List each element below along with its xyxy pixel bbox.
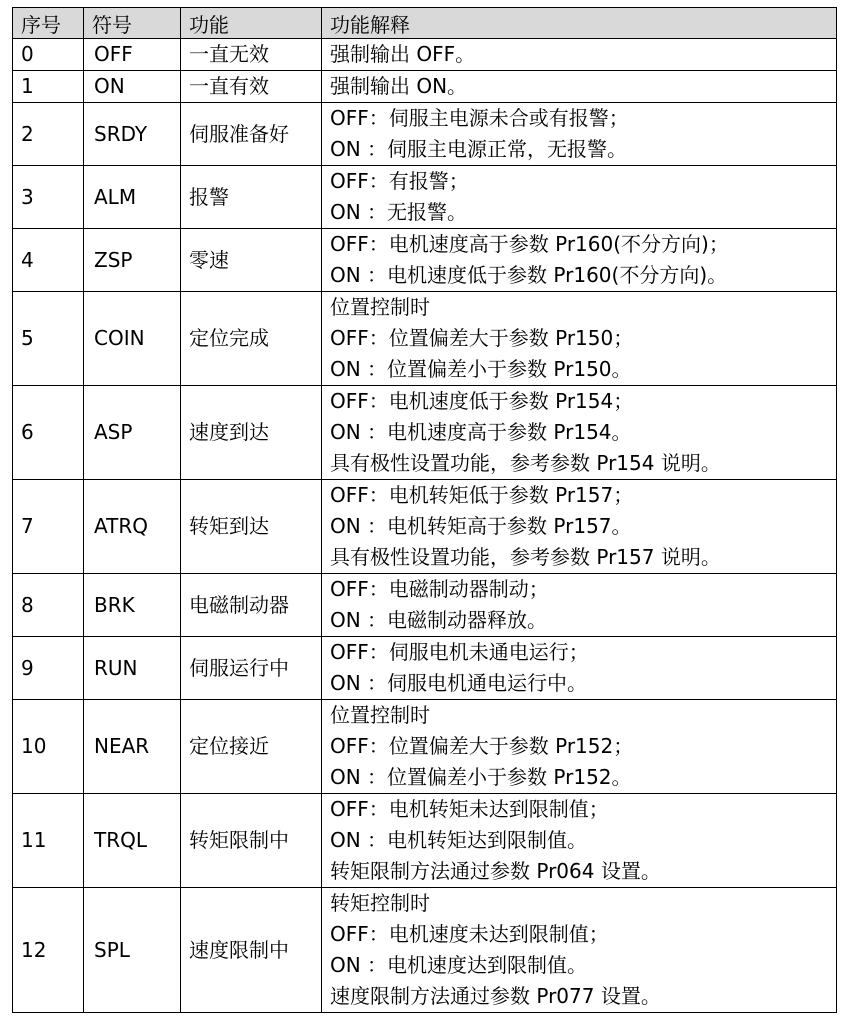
table-row bbox=[13, 166, 837, 229]
function-table bbox=[12, 7, 837, 1013]
explanation-line: ON ：位置偏差小于参数 Pr152。 bbox=[330, 765, 632, 789]
row-explanation bbox=[322, 480, 837, 574]
row-explanation bbox=[322, 888, 837, 1013]
row-explanation bbox=[322, 386, 837, 480]
table-row bbox=[13, 39, 837, 71]
header-explanation: 功能解释 bbox=[322, 8, 837, 39]
explanation-line: 具有极性设置功能，参考参数 Pr157 说明。 bbox=[330, 545, 721, 569]
table-row bbox=[13, 700, 837, 794]
explanation-line: OFF：位置偏差大于参数 Pr150； bbox=[330, 326, 634, 350]
explanation-line: OFF：电机转矩未达到限制值； bbox=[330, 797, 609, 821]
explanation-line: OFF：伺服电机未通电运行； bbox=[330, 640, 589, 664]
row-function: 零速 bbox=[181, 229, 322, 292]
row-symbol: ON bbox=[84, 71, 181, 103]
explanation-line: ON ：电机速度达到限制值。 bbox=[330, 953, 588, 977]
explanation-line: 位置控制时 bbox=[330, 295, 430, 319]
explanation-line: ON ：伺服电机通电运行中。 bbox=[330, 671, 588, 695]
row-symbol: TRQL bbox=[84, 794, 181, 888]
row-number: 1 bbox=[13, 71, 84, 103]
explanation-line: ON ：无报警。 bbox=[330, 200, 468, 224]
header-function: 功能 bbox=[181, 8, 322, 39]
row-symbol: NEAR bbox=[84, 700, 181, 794]
row-number: 10 bbox=[13, 700, 84, 794]
row-function: 报警 bbox=[181, 166, 322, 229]
row-symbol: ZSP bbox=[84, 229, 181, 292]
row-explanation bbox=[322, 794, 837, 888]
row-number: 4 bbox=[13, 229, 84, 292]
row-number: 0 bbox=[13, 39, 84, 71]
explanation-line: ON ：电机转矩高于参数 Pr157。 bbox=[330, 514, 632, 538]
explanation-line: 具有极性设置功能，参考参数 Pr154 说明。 bbox=[330, 451, 721, 475]
row-number: 8 bbox=[13, 574, 84, 637]
explanation-line: 转矩限制方法通过参数 Pr064 设置。 bbox=[330, 859, 661, 883]
row-function: 伺服运行中 bbox=[181, 637, 322, 700]
header-symbol: 符号 bbox=[84, 8, 181, 39]
row-function: 电磁制动器 bbox=[181, 574, 322, 637]
header-row bbox=[13, 8, 837, 39]
row-number: 3 bbox=[13, 166, 84, 229]
row-symbol: ALM bbox=[84, 166, 181, 229]
explanation-line: 速度限制方法通过参数 Pr077 设置。 bbox=[330, 984, 661, 1008]
explanation-line: OFF：伺服主电源未合或有报警； bbox=[330, 106, 629, 130]
explanation-line: OFF：电机转矩低于参数 Pr157； bbox=[330, 483, 634, 507]
explanation-line: OFF：位置偏差大于参数 Pr152； bbox=[330, 734, 634, 758]
row-explanation bbox=[322, 292, 837, 386]
table-body bbox=[13, 39, 837, 1013]
explanation-line: ON ：电机速度高于参数 Pr154。 bbox=[330, 420, 632, 444]
table-row bbox=[13, 637, 837, 700]
row-number: 11 bbox=[13, 794, 84, 888]
row-explanation bbox=[322, 103, 837, 166]
explanation-line: ON ：位置偏差小于参数 Pr150。 bbox=[330, 357, 632, 381]
explanation-line: OFF：电磁制动器制动； bbox=[330, 577, 549, 601]
row-number: 2 bbox=[13, 103, 84, 166]
table-row bbox=[13, 888, 837, 1013]
row-function: 转矩限制中 bbox=[181, 794, 322, 888]
row-explanation bbox=[322, 637, 837, 700]
explanation-line: 位置控制时 bbox=[330, 703, 430, 727]
row-function: 定位接近 bbox=[181, 700, 322, 794]
row-symbol: ATRQ bbox=[84, 480, 181, 574]
row-function: 速度限制中 bbox=[181, 888, 322, 1013]
row-explanation bbox=[322, 71, 837, 103]
row-explanation bbox=[322, 229, 837, 292]
row-symbol: COIN bbox=[84, 292, 181, 386]
explanation-line: ON ：电磁制动器释放。 bbox=[330, 608, 548, 632]
row-function: 速度到达 bbox=[181, 386, 322, 480]
explanation-line: ON ：电机速度低于参数 Pr160(不分方向)。 bbox=[330, 263, 728, 287]
table-row bbox=[13, 103, 837, 166]
explanation-line: 强制输出 ON。 bbox=[330, 74, 468, 98]
row-function: 一直有效 bbox=[181, 71, 322, 103]
explanation-line: OFF：有报警； bbox=[330, 169, 469, 193]
row-number: 7 bbox=[13, 480, 84, 574]
row-number: 5 bbox=[13, 292, 84, 386]
row-function: 伺服准备好 bbox=[181, 103, 322, 166]
table-container bbox=[12, 7, 837, 1013]
row-number: 6 bbox=[13, 386, 84, 480]
row-explanation bbox=[322, 166, 837, 229]
row-number: 9 bbox=[13, 637, 84, 700]
explanation-line: ON ：伺服主电源正常，无报警。 bbox=[330, 137, 628, 161]
explanation-line: OFF：电机速度高于参数 Pr160(不分方向)； bbox=[330, 232, 729, 256]
row-number: 12 bbox=[13, 888, 84, 1013]
table-row bbox=[13, 386, 837, 480]
row-symbol: ASP bbox=[84, 386, 181, 480]
row-function: 定位完成 bbox=[181, 292, 322, 386]
explanation-line: ON ：电机转矩达到限制值。 bbox=[330, 828, 588, 852]
row-function: 转矩到达 bbox=[181, 480, 322, 574]
row-explanation bbox=[322, 700, 837, 794]
row-explanation bbox=[322, 39, 837, 71]
row-explanation bbox=[322, 574, 837, 637]
row-symbol: SPL bbox=[84, 888, 181, 1013]
table-row bbox=[13, 574, 837, 637]
explanation-line: 转矩控制时 bbox=[330, 891, 430, 915]
table-row bbox=[13, 292, 837, 386]
header-no: 序号 bbox=[13, 8, 84, 39]
explanation-line: 强制输出 OFF。 bbox=[330, 42, 476, 66]
row-symbol: BRK bbox=[84, 574, 181, 637]
row-symbol: RUN bbox=[84, 637, 181, 700]
table-row bbox=[13, 229, 837, 292]
row-function: 一直无效 bbox=[181, 39, 322, 71]
explanation-line: OFF：电机速度低于参数 Pr154； bbox=[330, 389, 634, 413]
table-row bbox=[13, 71, 837, 103]
row-symbol: SRDY bbox=[84, 103, 181, 166]
table-row bbox=[13, 794, 837, 888]
row-symbol: OFF bbox=[84, 39, 181, 71]
explanation-line: OFF：电机速度未达到限制值； bbox=[330, 922, 609, 946]
table-row bbox=[13, 480, 837, 574]
